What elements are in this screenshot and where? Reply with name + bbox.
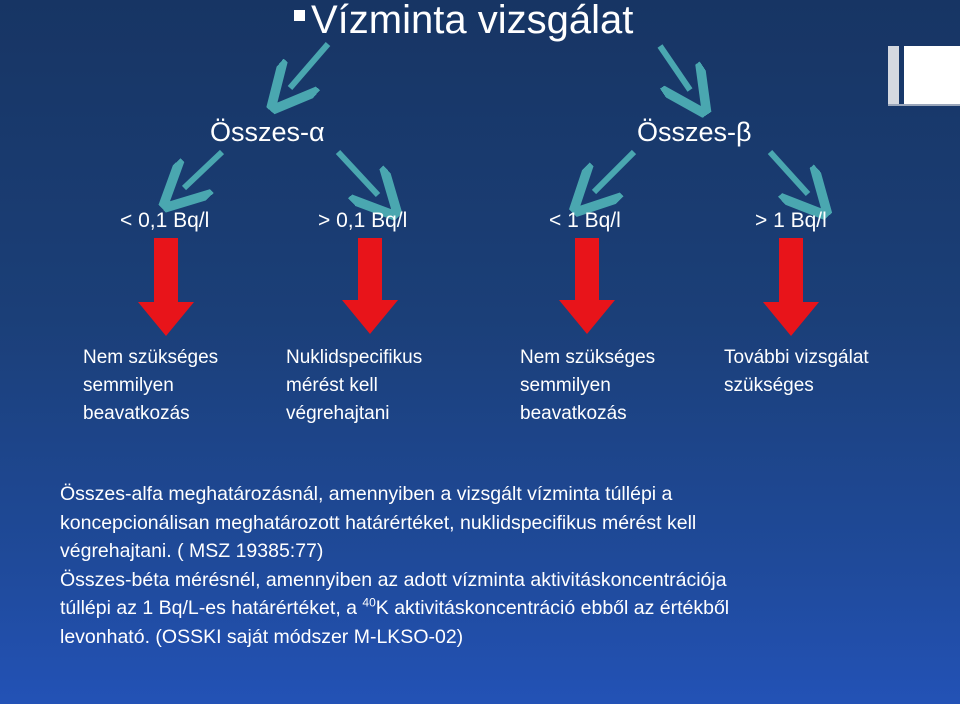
explanation-line-with-isotope	[60, 594, 940, 623]
arrow-alpha-to-high	[338, 152, 378, 195]
outcome-line: Nem szükséges	[83, 347, 219, 368]
slide-title-text: Vízminta vizsgálat	[311, 0, 634, 42]
outcome-line: Nuklidspecifikus	[286, 347, 423, 368]
outcome-beta-high	[724, 344, 869, 400]
outcome-line: Nem szükséges	[520, 347, 656, 368]
threshold-alpha-low: < 0,1 Bq/l	[120, 209, 210, 232]
red-arrow-2	[342, 238, 398, 334]
red-arrow-3	[559, 238, 615, 334]
threshold-beta-low: < 1 Bq/l	[549, 209, 621, 232]
outcome-beta-low	[520, 344, 655, 428]
explanation-line: levonható. (OSSKI saját módszer M-LKSO-02)	[60, 625, 464, 648]
arrow-beta-to-high	[770, 152, 808, 194]
threshold-beta-high: > 1 Bq/l	[755, 209, 827, 232]
outcome-line: végrehajtani	[286, 403, 390, 424]
outcome-alpha-low	[83, 344, 218, 428]
outcome-line: További vizsgálat	[724, 347, 869, 368]
outcome-line: szükséges	[724, 375, 814, 396]
outcome-line: beavatkozás	[83, 403, 190, 424]
arrow-alpha-to-low	[184, 152, 222, 188]
arrow-beta-to-low	[594, 152, 634, 192]
outcome-line: semmilyen	[83, 375, 174, 396]
explanation-fragment: K aktivitáskoncentráció ebből az értékből	[375, 597, 730, 619]
outcome-alpha-high	[286, 344, 422, 428]
explanation-fragment: túllépi az 1 Bq/L-es határértéket, a	[60, 597, 363, 619]
explanation-line: Összes-béta mérésnél, amennyiben az adott vízminta aktivitáskoncentrációja	[60, 568, 727, 591]
outcome-line: semmilyen	[520, 375, 611, 396]
explanation-line: végrehajtani. ( MSZ 19385:77)	[60, 540, 324, 562]
threshold-alpha-high: > 0,1 Bq/l	[318, 209, 408, 232]
red-arrow-1	[138, 238, 194, 336]
arrow-title-to-alpha	[290, 44, 328, 88]
explanation-text	[60, 480, 940, 651]
outcome-line: beavatkozás	[520, 403, 627, 424]
isotope-mass-number: 40	[362, 595, 376, 610]
branch-alpha-label: Összes-α	[210, 117, 325, 147]
red-arrow-4	[763, 238, 819, 336]
explanation-line: koncepcionálisan meghatározott határértéket, nuklidspecifikus mérést kell	[60, 511, 697, 534]
outcome-line: mérést kell	[286, 375, 378, 396]
explanation-line: Összes-alfa meghatározásnál, amennyiben a vizsgált vízminta túllépi a	[60, 483, 673, 505]
branch-beta-label: Összes-β	[637, 117, 752, 147]
arrow-title-to-beta	[660, 46, 690, 90]
